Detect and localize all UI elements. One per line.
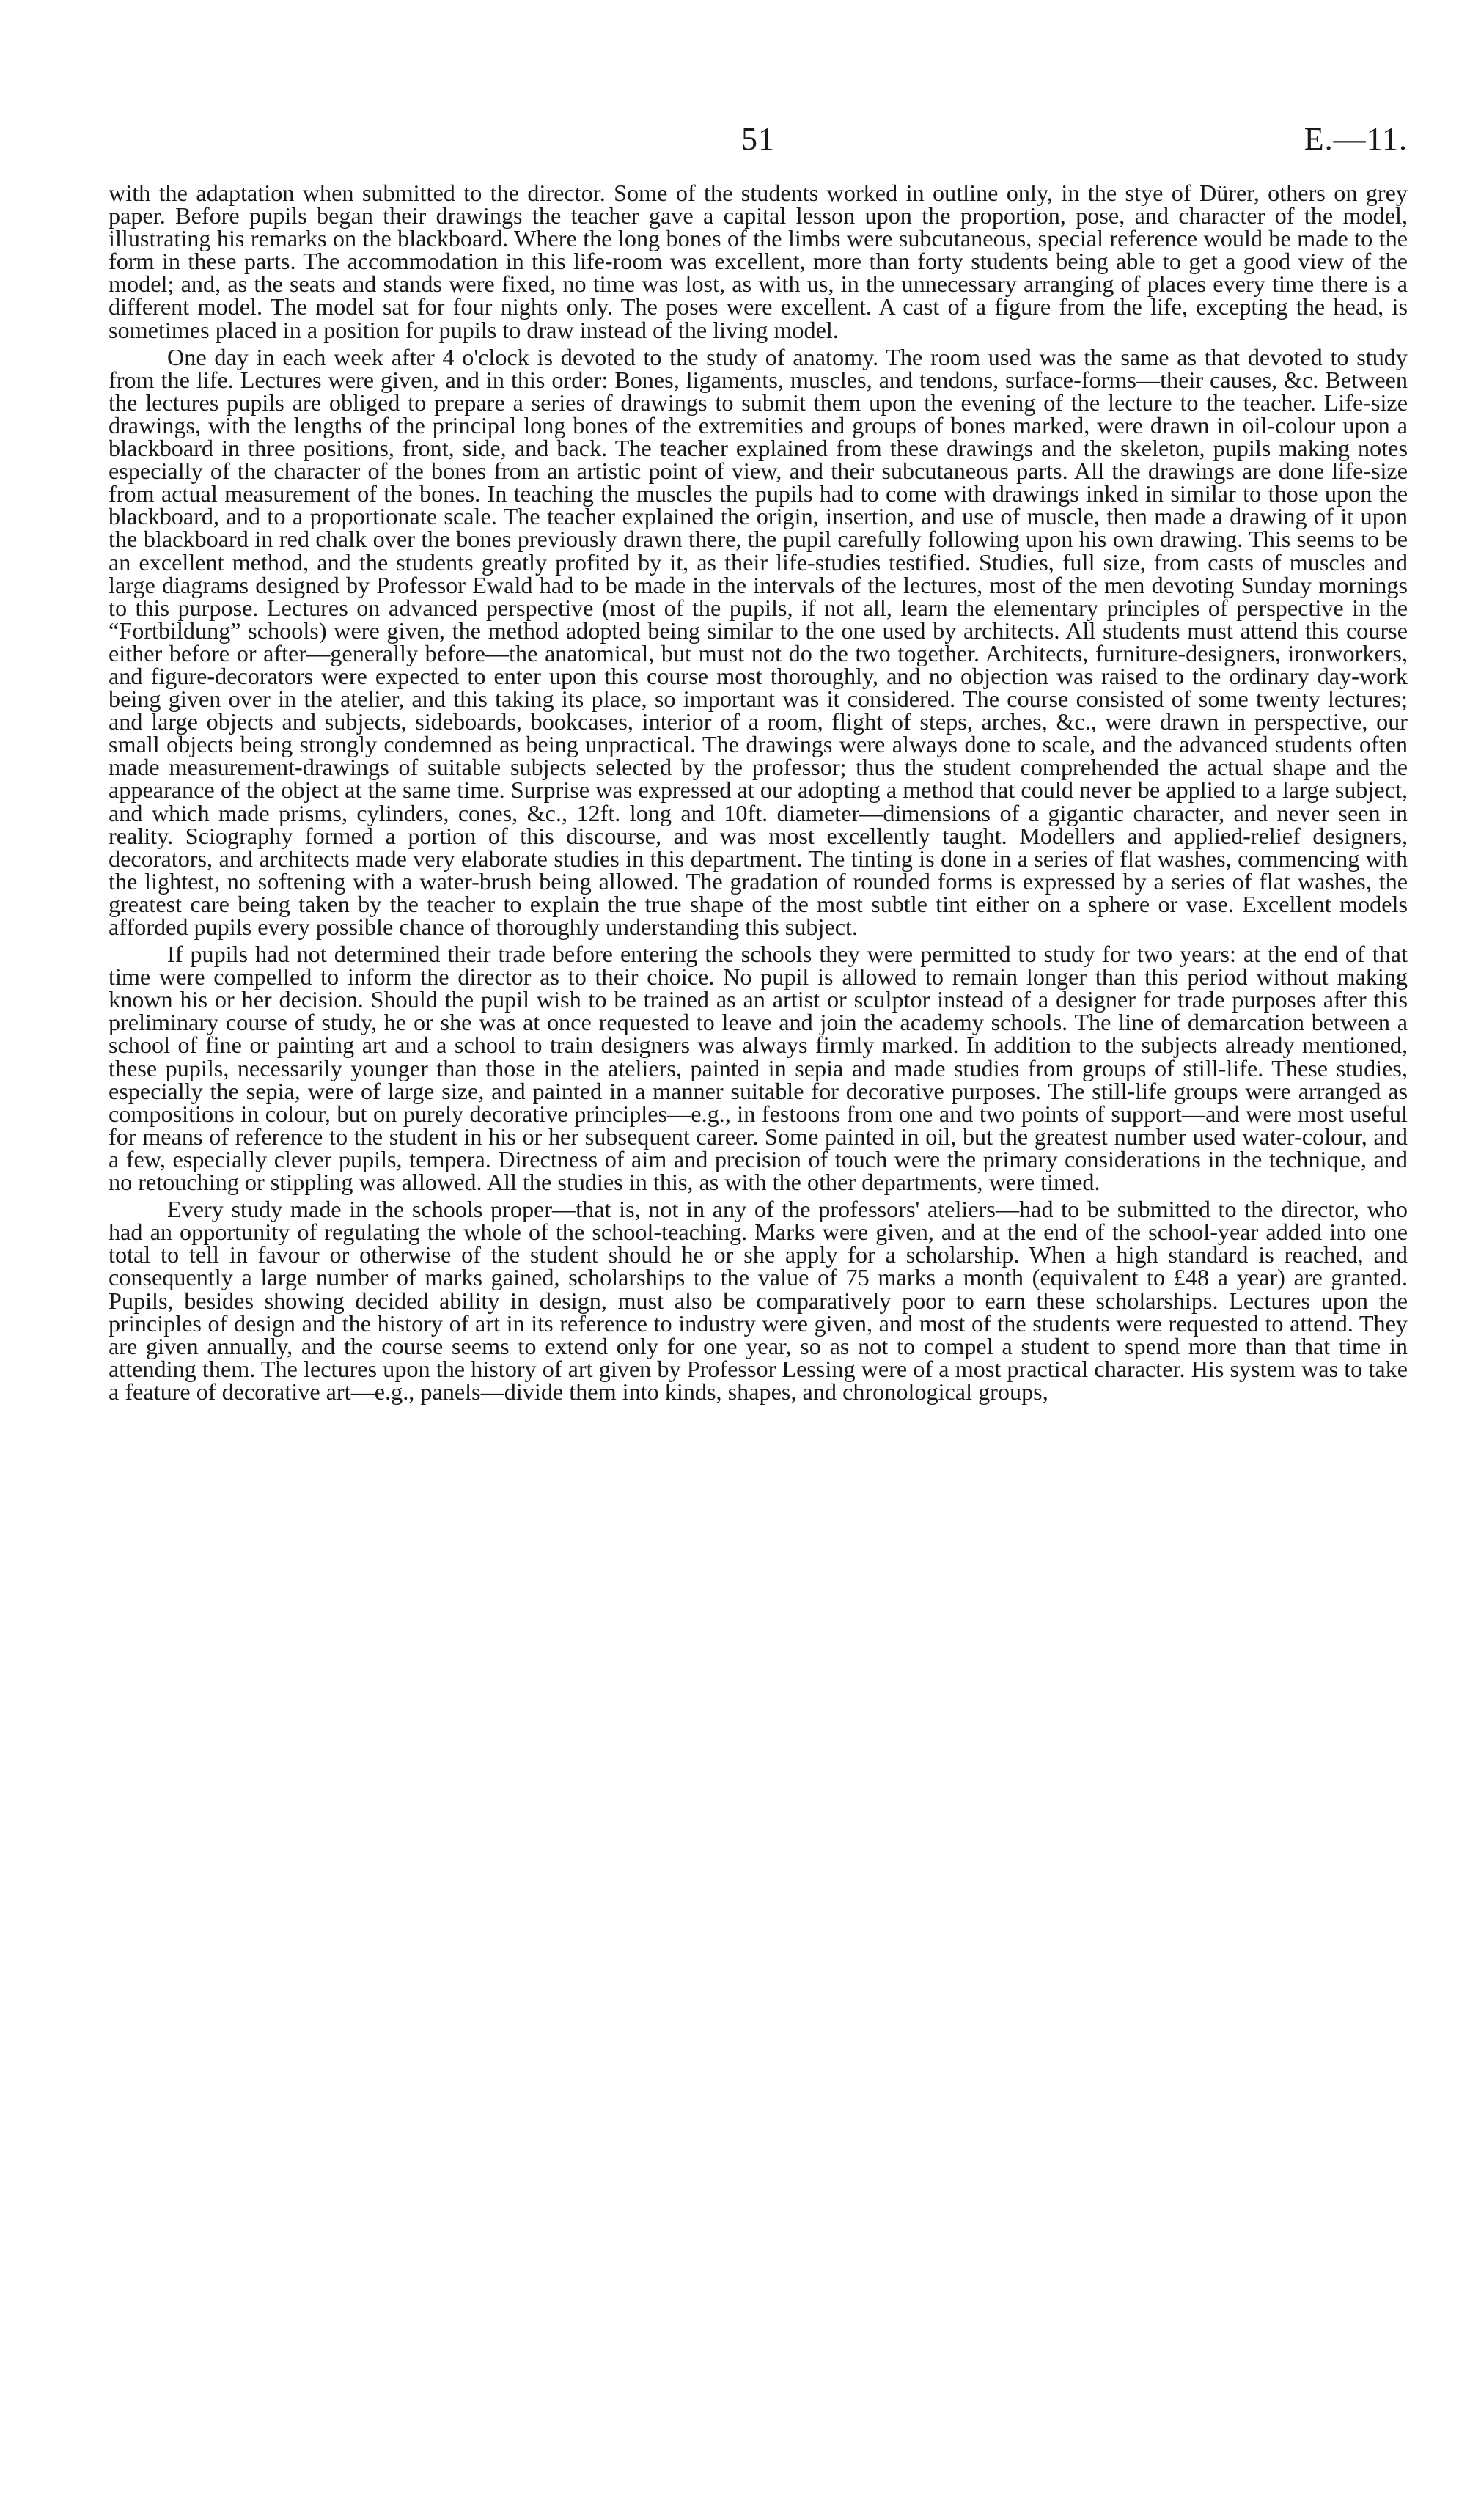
report-code: E.—11. bbox=[1304, 121, 1408, 157]
paragraph-scholarships: Every study made in the schools proper—that is, not in any of the professors' ateliers—had to be submitted to the director, who had an opportunity of regulating the whole of the school-teaching. Marks were given, and at the end of the school-year added into one total to tell in favour or otherwise of the student should he or she apply for a scholarship. When a high standard is reached, and consequently a large number of marks gained, scholarships to the value of 75 marks a month (equivalent to £48 a year) are granted. Pupils, besides showing decided ability in design, must also be comparatively poor to earn these scholarships. Lectures upon the principles of design and the history of art in its reference to industry were given, and most of the students were requested to attend. They are given annually, and the course seems to extend only for one year, so as not to compel a student to spend more than that time in attending them. The lectures upon the history of art given by Professor Lessing were of a most practical character. His system was to take a feature of decorative art—e.g., panels—divide them into kinds, shapes, and chronological groups, bbox=[109, 1196, 1408, 1405]
paragraph-trade-choice: If pupils had not determined their trade before entering the schools they were permitted to study for two years: at the end of that time were compelled to inform the director as to their choice. No pupil is allowed to remain longer than this period without making known his or her decision. Should the pupil wish to be trained as an artist or sculptor instead of a designer for trade purposes after this preliminary course of study, he or she was at once requested to leave and join the academy schools. The line of demarcation between a school of fine or painting art and a school to train designers was always firmly marked. In addition to the subjects already mentioned, these pupils, necessarily younger than those in the ateliers, painted in sepia and made studies from groups of still-life. These studies, especially the sepia, were of large size, and painted in a manner suitable for decorative purposes. The still-life groups were arranged as compositions in colour, but on purely decorative principles—e.g., in festoons from one and two points of support—and were most useful for means of reference to the student in his or her subsequent career. Some painted in oil, but the greatest number used water-colour, and a few, especially clever pupils, tempera. Directness of aim and precision of touch were the primary considerations in the technique, and no retouching or stippling was allowed. All the studies in this, as with the other departments, were timed. bbox=[109, 941, 1408, 1196]
document-page bbox=[109, 110, 1408, 2493]
page-header bbox=[109, 110, 1408, 169]
paragraph-anatomy: One day in each week after 4 o'clock is devoted to the study of anatomy. The room used was the same as that devoted to study from the life. Lectures were given, and in this order: Bones, ligaments, muscles, and tendons, surface-forms—their causes, &c. Between the lectures pupils are obliged to prepare a series of drawings to submit them upon the evening of the lecture to the teacher. Life-size drawings, with the lengths of the principal long bones of the extremities and groups of bones marked, were drawn in oil-colour upon a blackboard in three positions, front, side, and back. The teacher explained from these drawings and the skeleton, pupils making notes especially of the character of the bones from an artistic point of view, and their subcutaneous parts. All the drawings are done life-size from actual measurement of the bones. In teaching the muscles the pupils had to come with drawings inked in similar to those upon the blackboard, and to a proportionate scale. The teacher explained the origin, insertion, and use of muscle, then made a drawing of it upon the blackboard in red chalk over the bones previously drawn there, the pupil carefully following upon his own drawing. This seems to be an excellent method, and the students greatly profited by it, as their life-studies testified. Studies, full size, from casts of muscles and large diagrams designed by Professor Ewald had to be made in the intervals of the lectures, most of the men devoting Sunday mornings to this purpose. Lectures on advanced perspective (most of the pupils, if not all, learn the elementary principles of perspective in the “Fortbildung” schools) were given, the method adopted being similar to the one used by architects. All students must attend this course either before or after—generally before—the anatomical, but must not do the two together. Architects, furniture-designers, ironworkers, and figure-decorators were expected to enter upon this course most thoroughly, and no objection was raised to the ordinary day-work being given over in the atelier, and this taking its place, so important was it considered. The course consisted of some twenty lectures; and large objects and subjects, sideboards, bookcases, interior of a room, flight of steps, arches, &c., were drawn in perspective, our small objects being strongly condemned as being unpractical. The drawings were always done to scale, and the advanced students often made measurement-drawings of suitable subjects selected by the professor; thus the student comprehended the actual shape and the appearance of the object at the same time. Surprise was expressed at our adopting a method that could never be applied to a large subject, and which made prisms, cylinders, cones, &c., 12ft. long and 10ft. diameter—dimensions of a gigantic character, and never seen in reality. Sciography formed a portion of this discourse, and was most excellently taught. Modellers and applied-relief designers, decorators, and architects made very elaborate studies in this department. The tinting is done in a series of flat washes, commencing with the lightest, no softening with a water-brush being allowed. The gradation of rounded forms is expressed by a series of flat washes, the greatest care being taken by the teacher to explain the true shape of the most subtle tint either on a sphere or vase. Excellent models afforded pupils every possible chance of thoroughly understanding this subject. bbox=[109, 343, 1408, 940]
body-text bbox=[109, 182, 1408, 1403]
paragraph-life-room: with the adaptation when submitted to the director. Some of the students worked in outline only, in the stye of Dürer, others on grey paper. Before pupils began their drawings the teacher gave a capital lesson upon the proportion, pose, and character of the model, illustrating his remarks on the blackboard. Where the long bones of the limbs were subcutaneous, special reference would be made to the form in these parts. The accommodation in this life-room was excellent, more than forty students being able to get a good view of the model; and, as the seats and stands were fixed, no time was lost, as with us, in the unnecessary arranging of places every time there is a different model. The model sat for four nights only. The poses were excellent. A cast of a figure from the life, excepting the head, is sometimes placed in a position for pupils to draw instead of the living model. bbox=[109, 180, 1408, 343]
page-number: 51 bbox=[741, 121, 775, 157]
